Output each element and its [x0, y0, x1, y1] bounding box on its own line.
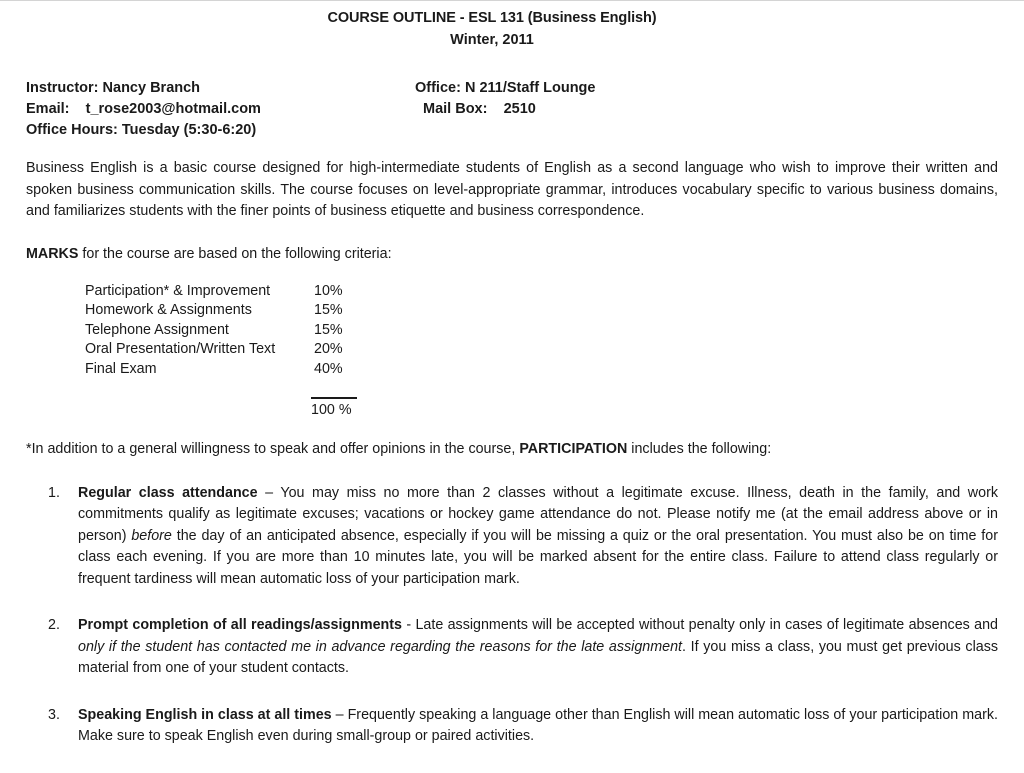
marks-row-label: Final Exam [85, 360, 157, 377]
contact-left-column [26, 78, 261, 141]
list-item-text-a: – You may miss no more than 2 classes without a legitimate excuse. Illness, death in the family, and work commitments qualify as legitimate excuses; vacations or hockey game attendance do not. Please notify me (at the email address above or in person) [78, 484, 998, 544]
marks-row-label: Oral Presentation/Written Text [85, 341, 276, 358]
list-item-lead: Speaking English in class at all times [78, 706, 332, 723]
page-title: COURSE OUTLINE - ESL 131 (Business English) [327, 10, 657, 26]
footnote-text-end: includes the following: [627, 441, 772, 458]
marks-total-block [311, 397, 383, 420]
email-line: Email: t_rose2003@hotmail.com [26, 101, 261, 117]
table-row [85, 282, 374, 301]
list-item-marker: 1. [48, 484, 60, 501]
marks-heading [26, 244, 998, 266]
participation-footnote [26, 439, 998, 461]
office-line: Office: N 211/Staff Lounge [415, 80, 596, 96]
marks-heading-keyword: MARKS [26, 245, 79, 262]
marks-row-label: Participation* & Improvement [85, 283, 271, 299]
table-row [85, 321, 374, 340]
marks-row-label: Homework & Assignments [85, 302, 252, 319]
term-subtitle: Winter, 2011 [450, 32, 534, 48]
marks-row-label: Telephone Assignment [85, 321, 229, 338]
table-row [85, 360, 374, 379]
table-row [85, 340, 374, 359]
list-item-text-a: - Late assignments will be accepted without penalty only in cases of legitimate absences and [402, 617, 998, 634]
instructor-line: Instructor: Nancy Branch [26, 80, 201, 96]
marks-row-percent: 10% [314, 283, 343, 299]
total-divider [311, 397, 357, 399]
participation-list [26, 483, 998, 748]
office-hours-line: Office Hours: Tuesday (5:30-6:20) [26, 122, 257, 138]
marks-row-percent: 40% [314, 360, 343, 377]
list-item-text-b: . If you miss a class, you must get previous class material from one of your student contacts. [78, 638, 998, 677]
marks-row-percent: 15% [314, 321, 343, 338]
list-item [26, 483, 998, 591]
list-item-emphasis: only if the student has contacted me in advance regarding the reasons for the late assignment [78, 638, 683, 655]
marks-table-body [85, 282, 374, 379]
list-item-emphasis: before [131, 527, 172, 544]
marks-heading-text: for the course are based on the following criteria: [78, 245, 392, 262]
list-item-marker: 2. [48, 617, 60, 634]
list-item-lead: Prompt completion of all readings/assignments [78, 617, 402, 634]
list-item-text-b: the day of an anticipated absence, especially if you will be missing a quiz or the oral presentation. You must also be on time for class each evening. If you are more than 10 minutes late, you will be marked absent for the entire class. Failure to attend class regularly or frequent tardiness will mean automatic loss of your participation mark. [78, 527, 998, 587]
list-item [26, 705, 998, 748]
document-header [26, 1, 998, 51]
marks-row-percent: 20% [314, 341, 343, 358]
marks-total-value: 100 % [311, 402, 352, 419]
list-item-marker: 3. [48, 706, 60, 723]
footnote-text-start: *In addition to a general willingness to speak and offer opinions in the course, [26, 441, 520, 458]
contact-right-column [415, 78, 595, 120]
marks-table [85, 282, 374, 379]
footnote-keyword: PARTICIPATION [519, 441, 628, 458]
marks-row-percent: 15% [314, 302, 343, 319]
document-body [26, 1, 998, 773]
list-item-text-a: – Frequently speaking a language other than English will mean automatic loss of your participation mark. Make sure to speak English even during small-group or paired activities. [78, 706, 998, 745]
table-row [85, 301, 374, 320]
list-item [26, 615, 998, 680]
mail-box-line: Mail Box: 2510 [423, 101, 536, 117]
intro-paragraph: Business English is a basic course designed for high-intermediate students of English as a second language who wish to improve their written and spoken business communication skills. The course focuses on level-appropriate grammar, introduces vocabulary specific to various business domains, and familiarizes students with the finer points of business etiquette and business correspondence. [26, 160, 998, 219]
contact-block [26, 78, 998, 142]
list-item-lead: Regular class attendance [78, 484, 258, 501]
